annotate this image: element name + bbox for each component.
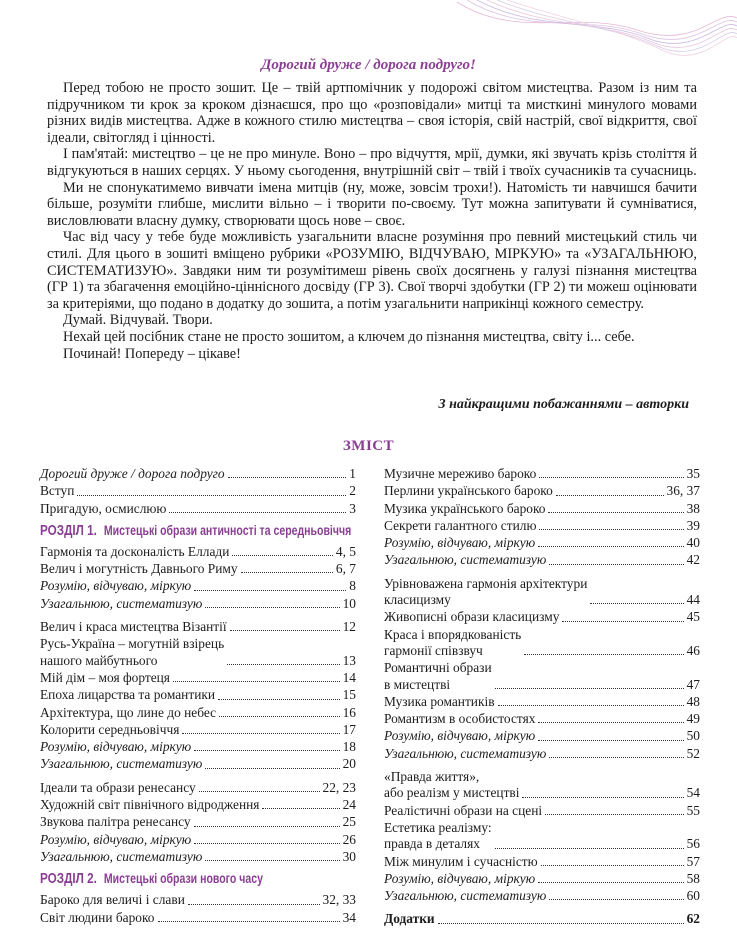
- toc-entry[interactable]: [40, 596, 356, 612]
- section-number: РОЗДІЛ 2.: [40, 870, 97, 888]
- toc-entry-title: Узагальнюю, систематизую: [384, 888, 547, 904]
- dot-leader: [495, 688, 684, 689]
- toc-entry[interactable]: [40, 892, 356, 908]
- toc-page-number: 45: [686, 609, 700, 625]
- toc-entry[interactable]: [40, 578, 356, 594]
- toc-entry[interactable]: [384, 576, 700, 609]
- toc-entry[interactable]: [40, 670, 356, 686]
- toc-entry[interactable]: [40, 797, 356, 813]
- toc-entry-title: Архітектура, що линe до небес: [40, 704, 217, 720]
- toc-entry-title: Урівноважена гармонія архітектури класицизму: [384, 575, 588, 608]
- toc-entry[interactable]: [384, 552, 700, 568]
- toc-entry-title: Романтичні образи в мистецтві: [384, 660, 492, 692]
- toc-entry-title: Узагальнюю, систематизую: [40, 848, 203, 864]
- toc-entry[interactable]: [40, 687, 356, 703]
- greeting-title: Дорогий друже / дорога подруго!: [261, 57, 476, 73]
- toc-entry-title: Узагальнюю, систематизую: [384, 745, 547, 761]
- toc-page-number: 25: [342, 814, 356, 830]
- toc-entry[interactable]: [384, 711, 700, 727]
- toc-entry[interactable]: [384, 501, 700, 517]
- toc-page-number: 3: [349, 500, 356, 516]
- toc-entry-title: Розумію, відчуваю, міркую: [40, 578, 192, 594]
- toc-entry-title: Узагальнюю, систематизую: [40, 595, 203, 611]
- dot-leader: [538, 882, 683, 883]
- section-title: Мистецькі образи нового часу: [103, 871, 263, 887]
- dot-leader: [77, 495, 346, 496]
- toc-entry[interactable]: [40, 466, 356, 482]
- toc-left-column: [40, 466, 356, 927]
- toc-entry-title: Розумію, відчуваю, міркую: [384, 728, 536, 744]
- dot-leader: [205, 768, 339, 769]
- toc-page-number: 34: [342, 909, 356, 925]
- dot-leader: [218, 699, 340, 700]
- toc-entry-title: Розумію, відчуваю, міркую: [384, 535, 536, 551]
- toc-entry[interactable]: [384, 694, 700, 710]
- intro-paragraph: Думай. Відчувай. Твори.: [63, 312, 213, 329]
- toc-entry[interactable]: [384, 535, 700, 551]
- toc-entry[interactable]: [40, 483, 356, 499]
- toc-page-number: 39: [686, 517, 700, 533]
- toc-entry[interactable]: [40, 619, 356, 635]
- toc-page-number: 15: [342, 687, 356, 703]
- intro-paragraph: Перед тобою не просто зошит. Це – твій артпомічник у подорожі світом мистецтва. Разом із ним та підручником ти крок за кроком дізнаєшся, про що «розповідали» митці та мисткині минулого мовами різних видів мистецтва. Адже в кожного стилю мистецтва – своя історія, свій настрій, свої відкриття, свої ідеали, світогляд і цінності.: [47, 80, 697, 146]
- dot-leader: [219, 716, 340, 717]
- toc-entry-title: Розумію, відчуваю, міркую: [40, 831, 192, 847]
- toc-entry[interactable]: [384, 888, 700, 904]
- dot-leader: [194, 750, 339, 751]
- dot-leader: [227, 664, 339, 665]
- toc-entry-title: Естетика реалізму: правда в деталях: [384, 819, 492, 852]
- toc-page-number: 55: [686, 802, 700, 818]
- toc-entry[interactable]: [384, 746, 700, 762]
- toc-entry-title: Музичне мереживо бароко: [384, 466, 537, 481]
- toc-entry-title: Художній світ північного відродження: [40, 797, 260, 813]
- dot-leader: [545, 814, 683, 815]
- toc-entry-title: Мій дім – моя фортеця: [40, 669, 170, 685]
- toc-entry-title: Реалістичні образи на сцені: [384, 802, 543, 818]
- toc-entry-title: Епоха лицарства та романтики: [40, 687, 216, 703]
- dot-leader: [539, 529, 683, 530]
- dot-leader: [590, 603, 683, 604]
- toc-entry-title: Велич і краса мистецтва Візантії: [40, 619, 227, 635]
- dot-leader: [194, 590, 346, 591]
- dot-leader: [158, 921, 340, 922]
- toc-entry-title: Світ людини бароко: [40, 909, 155, 925]
- toc-page-number: 26: [342, 831, 356, 847]
- toc-entry-title: «Правда життя», або реалізм у мистецтві: [384, 769, 520, 801]
- toc-entry[interactable]: [40, 636, 356, 669]
- toc-entry[interactable]: [384, 854, 700, 870]
- toc-entry[interactable]: [40, 722, 356, 738]
- toc-entry[interactable]: [40, 780, 356, 796]
- intro-paragraph: Починай! Попереду – цікаве!: [63, 345, 241, 362]
- toc-entry[interactable]: [40, 814, 356, 830]
- toc-page-number: 1: [349, 466, 356, 481]
- intro-paragraph: Час від часу у тебе буде можливість узагальнити власне розуміння про певний мистецький стиль чи стилі. Для цього в зошиті вміщено рубрики «РОЗУМІЮ, ВІДЧУВАЮ, МІРКУЮ» та «УЗАГАЛЬНЮЮ, СИСТЕМАТИЗУЮ». Завдяки ним ти розумітимеш рівень своїх досягнень у галузі пізнання мистецтва (ГР 1) та збагачення емоційно-ціннісного досвіду (ГР 3). Свої творчі здобутки (ГР 2) ти можеш оцінювати за критеріями, що подано в додатку до зошита, а потім узагальнити наприкінці кожного семестру.: [47, 229, 697, 312]
- toc-page-number: 30: [342, 848, 356, 864]
- toc-entry[interactable]: [384, 466, 700, 482]
- toc-page-number: 18: [342, 739, 356, 755]
- toc-entry-title: Пригадую, осмислюю: [40, 500, 167, 516]
- toc-entry-title: Узагальнюю, систематизую: [40, 756, 203, 772]
- dot-leader: [230, 630, 340, 631]
- toc-page-number: 56: [686, 836, 700, 852]
- section-title: Мистецькі образи античності та середньовіччя: [103, 522, 352, 538]
- toc-page-number: 35: [686, 466, 700, 481]
- toc-entry-title: Секрети галантного стилю: [384, 517, 537, 533]
- dot-leader: [262, 808, 339, 809]
- dot-leader: [194, 843, 339, 844]
- toc-page-number: 58: [686, 870, 700, 886]
- decorative-wave-ornament: [437, 0, 737, 60]
- intro-paragraph: Ми не спонукатимемо вивчати імена митців (ну, може, зовсім трохи!). Натомість ти навчишся бачити більше, розуміти глибше, мислити вільно – і творити по-своєму. Тут можна запитувати й сумніватися, висловлювати власну думку, створювати щось нове – своє.: [47, 179, 697, 229]
- toc-entry-title: Перлини українського бароко: [384, 483, 553, 499]
- toc-entry-title: Між минулим і сучасністю: [384, 853, 538, 869]
- toc-entry[interactable]: [40, 561, 356, 577]
- toc-page-number: 16: [342, 704, 356, 720]
- dot-leader: [241, 572, 333, 573]
- toc-page-number: 13: [342, 652, 356, 668]
- toc-page-number: 50: [686, 728, 700, 744]
- dot-leader: [173, 681, 340, 682]
- toc-entry-title: Дорогий друже / дорога подруго: [40, 466, 225, 481]
- toc-entry-title: Додатки: [384, 911, 435, 927]
- toc-page-number: 47: [686, 676, 700, 692]
- dot-leader: [562, 621, 683, 622]
- dot-leader: [495, 848, 684, 849]
- toc-entry-title: Звукова палітра ренесансу: [40, 814, 191, 830]
- toc-entry[interactable]: [384, 728, 700, 744]
- toc-entry-title: Краса і впорядкованість гармонії співзвуч: [384, 626, 522, 658]
- signature: З найкращими побажаннями – авторки: [438, 397, 689, 412]
- dot-leader: [205, 860, 339, 861]
- toc-section-heading: [40, 522, 355, 539]
- dot-leader: [199, 791, 320, 792]
- dot-leader: [538, 722, 683, 723]
- toc-page-number: 12: [342, 619, 356, 635]
- toc-page-number: 24: [342, 797, 356, 813]
- toc-entry[interactable]: [40, 832, 356, 848]
- toc-entry-title: Романтизм в особистостях: [384, 711, 536, 727]
- toc-page-number: 44: [686, 592, 700, 608]
- dot-leader: [194, 826, 340, 827]
- toc-entry[interactable]: [384, 911, 700, 927]
- toc-title: ЗМІСТ: [342, 438, 395, 454]
- intro-paragraph: Нехай цей посібник стане не просто зошитом, а ключем до пізнання мистецтва, світу і... себе.: [63, 328, 635, 345]
- toc-page-number: 36, 37: [666, 483, 700, 499]
- toc-entry-title: Гармонія та досконалість Еллади: [40, 543, 230, 559]
- toc-entry[interactable]: [384, 871, 700, 887]
- toc-page-number: 46: [686, 642, 700, 658]
- toc-entry-title: Розумію, відчуваю, міркую: [384, 870, 536, 886]
- toc-page-number: 8: [349, 578, 356, 594]
- dot-leader: [522, 797, 683, 798]
- dot-leader: [538, 740, 683, 741]
- dot-leader: [548, 512, 683, 513]
- toc-entry[interactable]: [384, 660, 700, 693]
- toc-page-number: 38: [686, 500, 700, 516]
- toc-page-number: 60: [686, 888, 700, 904]
- toc-page-number: 57: [686, 853, 700, 869]
- dot-leader: [549, 564, 683, 565]
- dot-leader: [228, 477, 347, 478]
- toc-page-number: 10: [342, 595, 356, 611]
- toc-entry-title: Музика романтиків: [384, 693, 495, 709]
- dot-leader: [205, 607, 339, 608]
- toc-page-number: 17: [342, 721, 356, 737]
- dot-leader: [549, 757, 683, 758]
- toc-entry-title: Музика українського бароко: [384, 500, 546, 516]
- toc-page-number: 62: [686, 911, 700, 927]
- toc-entry-title: Живописні образи класицизму: [384, 609, 560, 625]
- toc-entry[interactable]: [384, 820, 700, 853]
- toc-section-heading: [40, 870, 355, 887]
- toc-entry[interactable]: [40, 849, 356, 865]
- toc-page-number: 49: [686, 711, 700, 727]
- dot-leader: [556, 495, 664, 496]
- dot-leader: [232, 555, 333, 556]
- dot-leader: [169, 512, 346, 513]
- toc-entry[interactable]: [384, 609, 700, 625]
- toc-entry-title: Розумію, відчуваю, міркую: [40, 739, 192, 755]
- dot-leader: [498, 705, 684, 706]
- dot-leader: [538, 546, 683, 547]
- toc-page-number: 52: [686, 745, 700, 761]
- toc-entry[interactable]: [40, 756, 356, 772]
- dot-leader: [539, 477, 683, 478]
- toc-entry[interactable]: [40, 544, 356, 560]
- toc-entry[interactable]: [384, 627, 700, 660]
- toc-page-number: 40: [686, 535, 700, 551]
- toc-page-number: 54: [686, 785, 700, 801]
- toc-entry[interactable]: [384, 483, 700, 499]
- toc-entry[interactable]: [40, 910, 356, 926]
- intro-text: [47, 80, 697, 362]
- toc-entry[interactable]: [40, 739, 356, 755]
- toc-right-column: [384, 466, 700, 929]
- toc-page-number: 14: [342, 669, 356, 685]
- toc-entry-title: Бароко для величі і слави: [40, 892, 185, 908]
- dot-leader: [524, 654, 683, 655]
- toc-page-number: 20: [342, 756, 356, 772]
- dot-leader: [188, 904, 320, 905]
- toc-page-number: 4, 5: [335, 543, 356, 559]
- toc-page-number: 6, 7: [335, 561, 356, 577]
- toc-entry-title: Русь-Україна – могутній взірець нашого майбутнього: [40, 636, 225, 668]
- toc-entry[interactable]: [384, 518, 700, 534]
- section-number: РОЗДІЛ 1.: [40, 521, 97, 539]
- toc-page-number: 48: [686, 693, 700, 709]
- toc-entry[interactable]: [384, 769, 700, 802]
- toc-entry-title: Узагальнюю, систематизую: [384, 552, 547, 568]
- toc-page-number: 2: [349, 483, 356, 499]
- dot-leader: [541, 865, 684, 866]
- toc-page-number: 42: [686, 552, 700, 568]
- toc-entry-title: Вступ: [40, 483, 75, 499]
- dot-leader: [438, 923, 684, 924]
- toc-entry[interactable]: [40, 705, 356, 721]
- toc-entry-title: Ідеали та образи ренесансу: [40, 779, 196, 795]
- toc-entry[interactable]: [40, 501, 356, 517]
- dot-leader: [182, 733, 339, 734]
- toc-page-number: 22, 23: [322, 779, 356, 795]
- dot-leader: [549, 899, 683, 900]
- toc-entry-title: Колорити середньовіччя: [40, 721, 180, 737]
- toc-entry-title: Велич і могутність Давнього Риму: [40, 561, 238, 577]
- toc-entry[interactable]: [384, 803, 700, 819]
- toc-page-number: 32, 33: [322, 892, 356, 908]
- intro-paragraph: І пам'ятай: мистецтво – це не про минуле. Воно – про відчуття, мрії, думки, які звучать крізь століття й відгукуються в наших серцях. У ньому сьогодення, внутрішній світ – твій і твоїх сучасників та сучасниць.: [47, 146, 697, 179]
